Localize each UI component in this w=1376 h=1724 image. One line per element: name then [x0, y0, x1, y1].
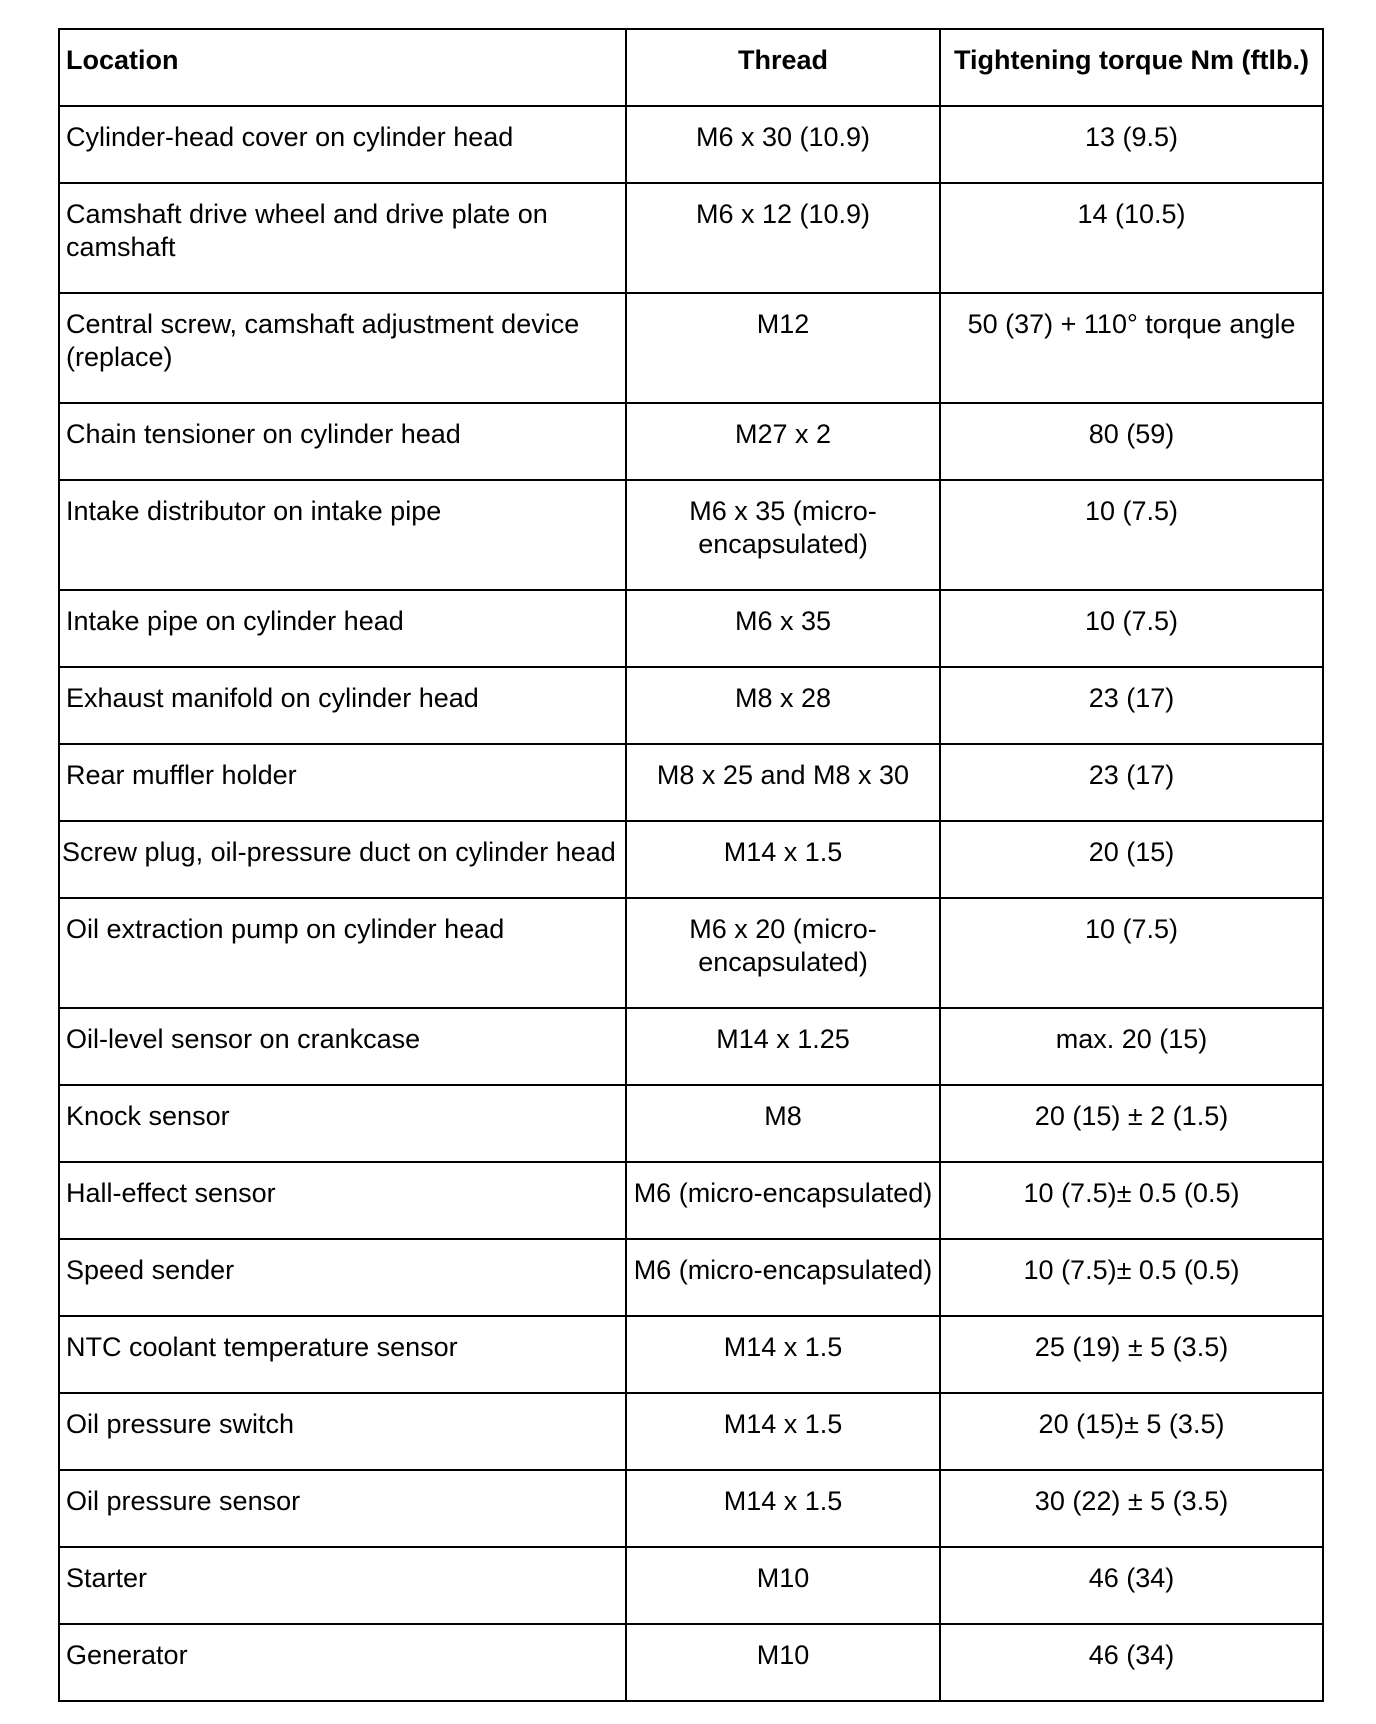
table-row: [59, 1470, 1323, 1547]
location-cell: Cylinder-head cover on cylinder head: [59, 106, 626, 183]
table-row: [59, 667, 1323, 744]
torque-cell: 10 (7.5)± 0.5 (0.5): [940, 1162, 1323, 1239]
torque-cell: 10 (7.5)± 0.5 (0.5): [940, 1239, 1323, 1316]
location-cell: Central screw, camshaft adjustment device (replace): [59, 293, 626, 403]
thread-cell: M6 x 12 (10.9): [626, 183, 940, 293]
torque-cell: 46 (34): [940, 1547, 1323, 1624]
thread-cell: M10: [626, 1624, 940, 1701]
torque-table-sheet: [58, 28, 1324, 1702]
location-cell: NTC coolant temperature sensor: [59, 1316, 626, 1393]
thread-cell: M14 x 1.5: [626, 1316, 940, 1393]
location-cell: Exhaust manifold on cylinder head: [59, 667, 626, 744]
thread-cell: M14 x 1.5: [626, 821, 940, 898]
torque-cell: 23 (17): [940, 667, 1323, 744]
table-row: [59, 1316, 1323, 1393]
table-row: [59, 1162, 1323, 1239]
location-cell: Starter: [59, 1547, 626, 1624]
thread-cell: M12: [626, 293, 940, 403]
table-row: [59, 293, 1323, 403]
location-cell: Oil pressure sensor: [59, 1470, 626, 1547]
torque-cell: 25 (19) ± 5 (3.5): [940, 1316, 1323, 1393]
torque-cell: 80 (59): [940, 403, 1323, 480]
torque-cell: 46 (34): [940, 1624, 1323, 1701]
location-cell: Chain tensioner on cylinder head: [59, 403, 626, 480]
torque-table: [58, 28, 1324, 1702]
header-row: [59, 29, 1323, 106]
thread-cell: M10: [626, 1547, 940, 1624]
thread-cell: M6 x 20 (micro-encapsulated): [626, 898, 940, 1008]
thread-cell: M6 (micro-encapsulated): [626, 1239, 940, 1316]
torque-cell: 30 (22) ± 5 (3.5): [940, 1470, 1323, 1547]
thread-cell: M8 x 25 and M8 x 30: [626, 744, 940, 821]
location-cell: Rear muffler holder: [59, 744, 626, 821]
location-cell: Oil pressure switch: [59, 1393, 626, 1470]
torque-cell: 20 (15) ± 2 (1.5): [940, 1085, 1323, 1162]
thread-cell: M6 x 35 (micro-encapsulated): [626, 480, 940, 590]
column-header-location: Location: [59, 29, 626, 106]
table-row: [59, 1085, 1323, 1162]
location-cell: Generator: [59, 1624, 626, 1701]
torque-cell: 10 (7.5): [940, 590, 1323, 667]
thread-cell: M14 x 1.25: [626, 1008, 940, 1085]
location-cell: Speed sender: [59, 1239, 626, 1316]
location-cell: Oil-level sensor on crankcase: [59, 1008, 626, 1085]
table-row: [59, 1239, 1323, 1316]
table-row: [59, 403, 1323, 480]
table-row: [59, 590, 1323, 667]
thread-cell: M14 x 1.5: [626, 1393, 940, 1470]
column-header-thread: Thread: [626, 29, 940, 106]
thread-cell: M8: [626, 1085, 940, 1162]
table-row: [59, 106, 1323, 183]
torque-cell: max. 20 (15): [940, 1008, 1323, 1085]
table-row: [59, 1624, 1323, 1701]
location-cell: Oil extraction pump on cylinder head: [59, 898, 626, 1008]
torque-cell: 10 (7.5): [940, 898, 1323, 1008]
torque-cell: 20 (15)± 5 (3.5): [940, 1393, 1323, 1470]
torque-cell: 10 (7.5): [940, 480, 1323, 590]
table-row: [59, 821, 1323, 898]
thread-cell: M6 x 35: [626, 590, 940, 667]
torque-cell: 20 (15): [940, 821, 1323, 898]
location-cell: Knock sensor: [59, 1085, 626, 1162]
location-cell: Camshaft drive wheel and drive plate on camshaft: [59, 183, 626, 293]
table-row: [59, 1008, 1323, 1085]
table-row: [59, 1393, 1323, 1470]
table-row: [59, 1547, 1323, 1624]
table-row: [59, 744, 1323, 821]
location-cell: Hall-effect sensor: [59, 1162, 626, 1239]
column-header-torque: Tightening torque Nm (ftlb.): [940, 29, 1323, 106]
thread-cell: M6 x 30 (10.9): [626, 106, 940, 183]
table-row: [59, 898, 1323, 1008]
table-row: [59, 183, 1323, 293]
thread-cell: M14 x 1.5: [626, 1470, 940, 1547]
torque-cell: 23 (17): [940, 744, 1323, 821]
torque-cell: 50 (37) + 110° torque angle: [940, 293, 1323, 403]
location-cell: Screw plug, oil-pressure duct on cylinder head: [59, 821, 626, 898]
table-row: [59, 480, 1323, 590]
location-cell: Intake pipe on cylinder head: [59, 590, 626, 667]
torque-cell: 13 (9.5): [940, 106, 1323, 183]
location-cell: Intake distributor on intake pipe: [59, 480, 626, 590]
thread-cell: M8 x 28: [626, 667, 940, 744]
torque-cell: 14 (10.5): [940, 183, 1323, 293]
thread-cell: M6 (micro-encapsulated): [626, 1162, 940, 1239]
thread-cell: M27 x 2: [626, 403, 940, 480]
